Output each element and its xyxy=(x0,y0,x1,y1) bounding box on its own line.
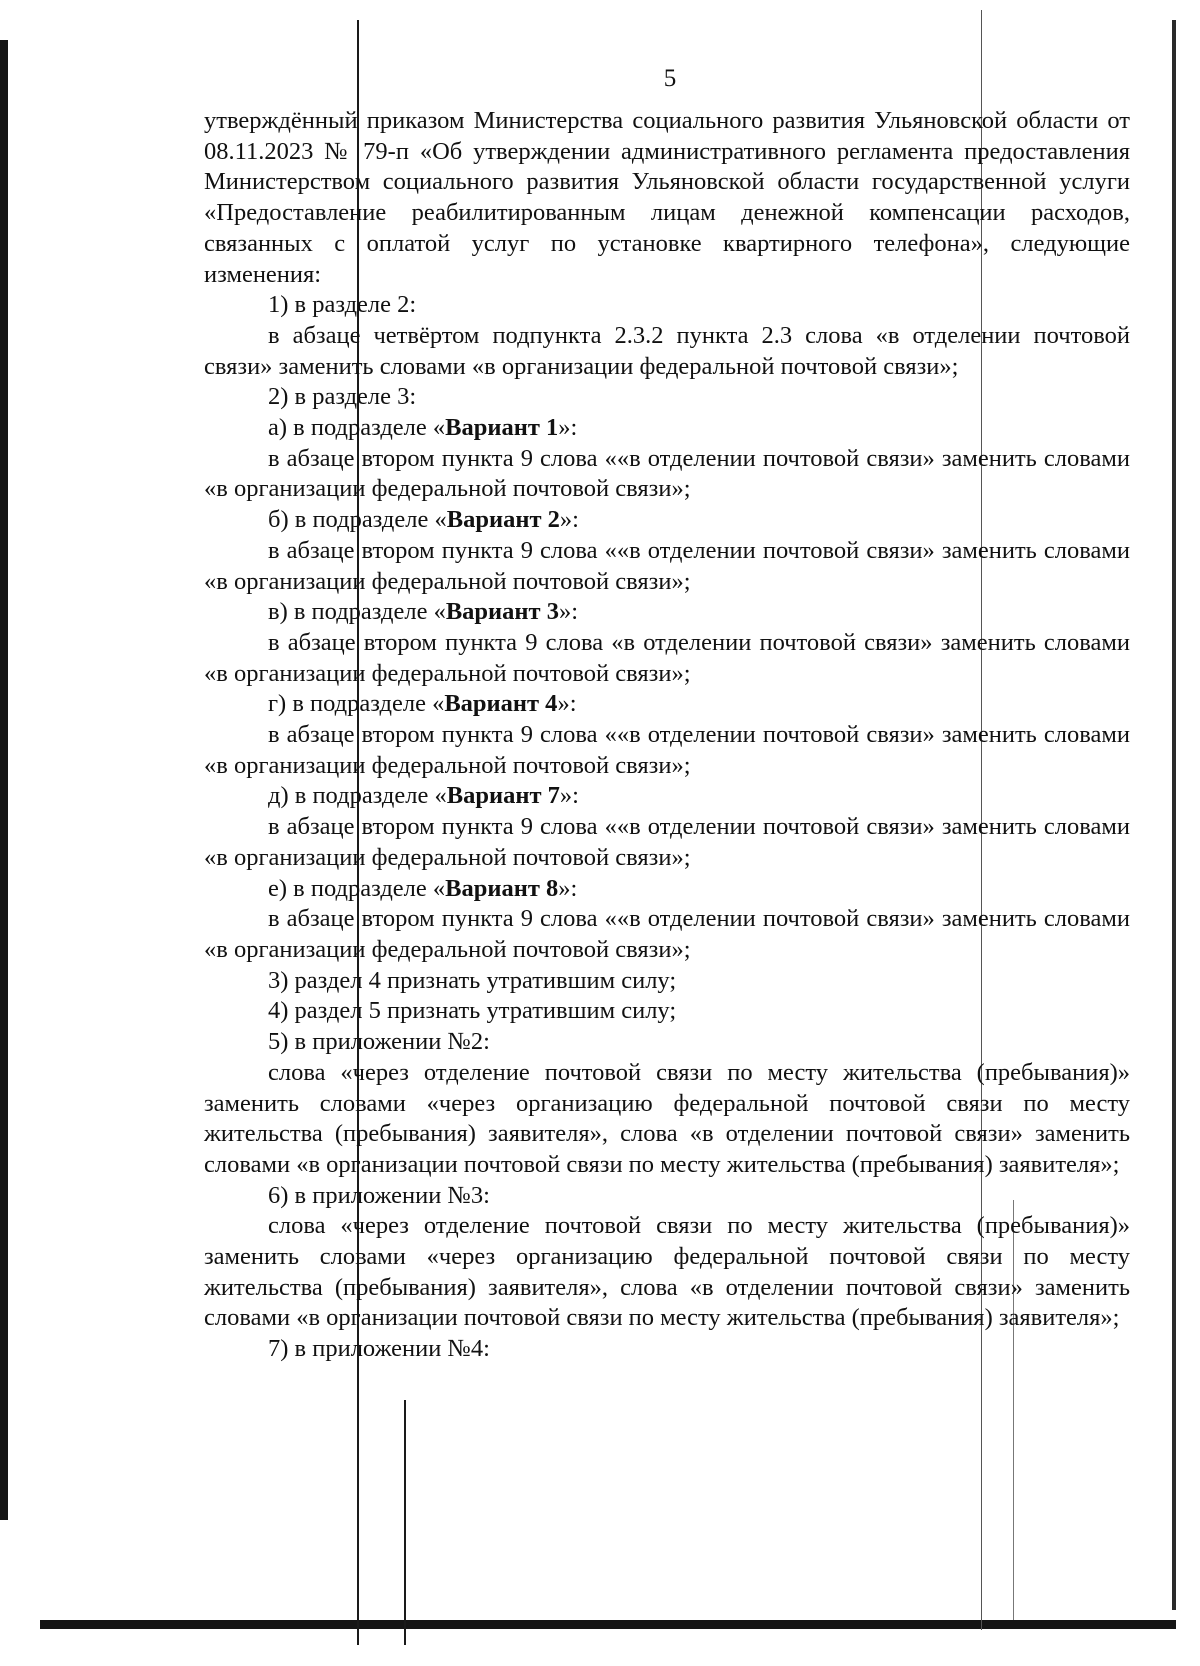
paragraph xyxy=(204,444,1130,505)
paragraph xyxy=(204,1058,1130,1181)
scan-edge-bottom xyxy=(40,1620,1176,1629)
paragraph xyxy=(204,290,1130,321)
scan-line xyxy=(404,1400,406,1645)
paragraph-text: 5) в приложении №2: xyxy=(268,1028,490,1056)
paragraph xyxy=(204,382,1130,413)
paragraph xyxy=(204,1334,1130,1365)
paragraph xyxy=(204,874,1130,905)
paragraph xyxy=(204,966,1130,997)
paragraph-text: утверждённый приказом Министерства социального развития Ульяновской области от 08.11.2023 № 79-п «Об утверждении административного регламента предоставления Министерством социального развития Ульяновской области государственной услуги «Предоставление реабилитированным лицам денежной компенсации расходов, связанных с оплатой услуг по установке квартирного телефона», следующие изменения: xyxy=(204,107,1130,288)
scan-edge-left xyxy=(0,40,8,1520)
paragraph-bold-text: Вариант 8 xyxy=(445,874,559,902)
paragraph-text: в абзаце втором пункта 9 слова ««в отделении почтовой связи» заменить словами «в организации федеральной почтовой связи»; xyxy=(204,536,1130,595)
paragraph-bold-text: Вариант 4 xyxy=(444,690,558,718)
paragraph xyxy=(204,413,1130,444)
paragraph xyxy=(204,996,1130,1027)
paragraph xyxy=(204,1027,1130,1058)
paragraph-text: б) в подразделе « xyxy=(268,506,447,534)
paragraph-text: в абзаце втором пункта 9 слова «в отделении почтовой связи» заменить словами «в организации федеральной почтовой связи»; xyxy=(204,628,1130,687)
paragraph-text: 7) в приложении №4: xyxy=(268,1335,490,1363)
paragraph-text: в абзаце четвёртом подпункта 2.3.2 пункта 2.3 слова «в отделении почтовой связи» заменить словами «в организации федеральной почтовой связи»; xyxy=(204,321,1130,380)
paragraph-text: в) в подразделе « xyxy=(268,598,446,626)
document-body xyxy=(204,106,1130,1365)
paragraph-text: в абзаце втором пункта 9 слова ««в отделении почтовой связи» заменить словами «в организации федеральной почтовой связи»; xyxy=(204,813,1130,871)
paragraph-text: е) в подразделе « xyxy=(268,874,446,902)
paragraph xyxy=(204,1181,1130,1212)
paragraph xyxy=(204,106,1130,290)
paragraph xyxy=(204,689,1130,720)
paragraph-text: 3) раздел 4 признать утратившим силу; xyxy=(268,966,677,994)
paragraph-text: г) в подразделе « xyxy=(268,690,445,718)
paragraph-text: »: xyxy=(557,690,577,718)
paragraph-bold-text: Вариант 7 xyxy=(446,782,560,810)
paragraph-text: в абзаце втором пункта 9 слова ««в отделении почтовой связи» заменить словами «в организации федеральной почтовой связи»; xyxy=(204,444,1130,503)
paragraph-text: »: xyxy=(559,782,579,810)
paragraph xyxy=(204,628,1130,689)
paragraph-text: 1) в разделе 2: xyxy=(268,291,417,319)
scan-edge-right xyxy=(1172,20,1176,1610)
paragraph xyxy=(204,812,1130,873)
paragraph-text: в абзаце втором пункта 9 слова ««в отделении почтовой связи» заменить словами «в организации федеральной почтовой связи»; xyxy=(204,721,1130,779)
paragraph xyxy=(204,720,1130,781)
paragraph-text: 4) раздел 5 признать утратившим силу; xyxy=(268,997,677,1025)
paragraph-text: слова «через отделение почтовой связи по месту жительства (пребывания)» заменить словами «через организацию федеральной почтовой связи по месту жительства (пребывания) заявителя», слова «в отделении почтовой связи» заменить словами «в организации почтовой связи по месту жительства (пребывания) заявителя»; xyxy=(204,1058,1130,1178)
paragraph-text: 2) в разделе 3: xyxy=(268,383,417,411)
page-number: 5 xyxy=(663,65,677,92)
paragraph xyxy=(204,597,1130,628)
paragraph-text: »: xyxy=(558,414,578,442)
paragraph-text: а) в подразделе « xyxy=(268,414,446,442)
paragraph-text: »: xyxy=(558,874,578,902)
paragraph-text: слова «через отделение почтовой связи по месту жительства (пребывания)» заменить словами «через организацию федеральной почтовой связи по месту жительства (пребывания) заявителя», слова «в отделении почтовой связи» заменить словами «в организации почтовой связи по месту жительства (пребывания) заявителя»; xyxy=(204,1212,1130,1332)
paragraph-text: »: xyxy=(559,506,579,534)
paragraph xyxy=(204,321,1130,382)
paragraph-bold-text: Вариант 3 xyxy=(445,598,559,626)
paragraph xyxy=(204,505,1130,536)
paragraph-bold-text: Вариант 2 xyxy=(446,506,560,534)
paragraph xyxy=(204,904,1130,965)
paragraph-text: д) в подразделе « xyxy=(268,782,447,810)
paragraph-text: в абзаце втором пункта 9 слова ««в отделении почтовой связи» заменить словами «в организации федеральной почтовой связи»; xyxy=(204,905,1130,963)
paragraph-bold-text: Вариант 1 xyxy=(445,414,559,442)
paragraph xyxy=(204,781,1130,812)
paragraph-text: »: xyxy=(558,598,579,626)
paragraph xyxy=(204,536,1130,597)
paragraph-text: 6) в приложении №3: xyxy=(268,1181,490,1209)
paragraph xyxy=(204,1211,1130,1334)
